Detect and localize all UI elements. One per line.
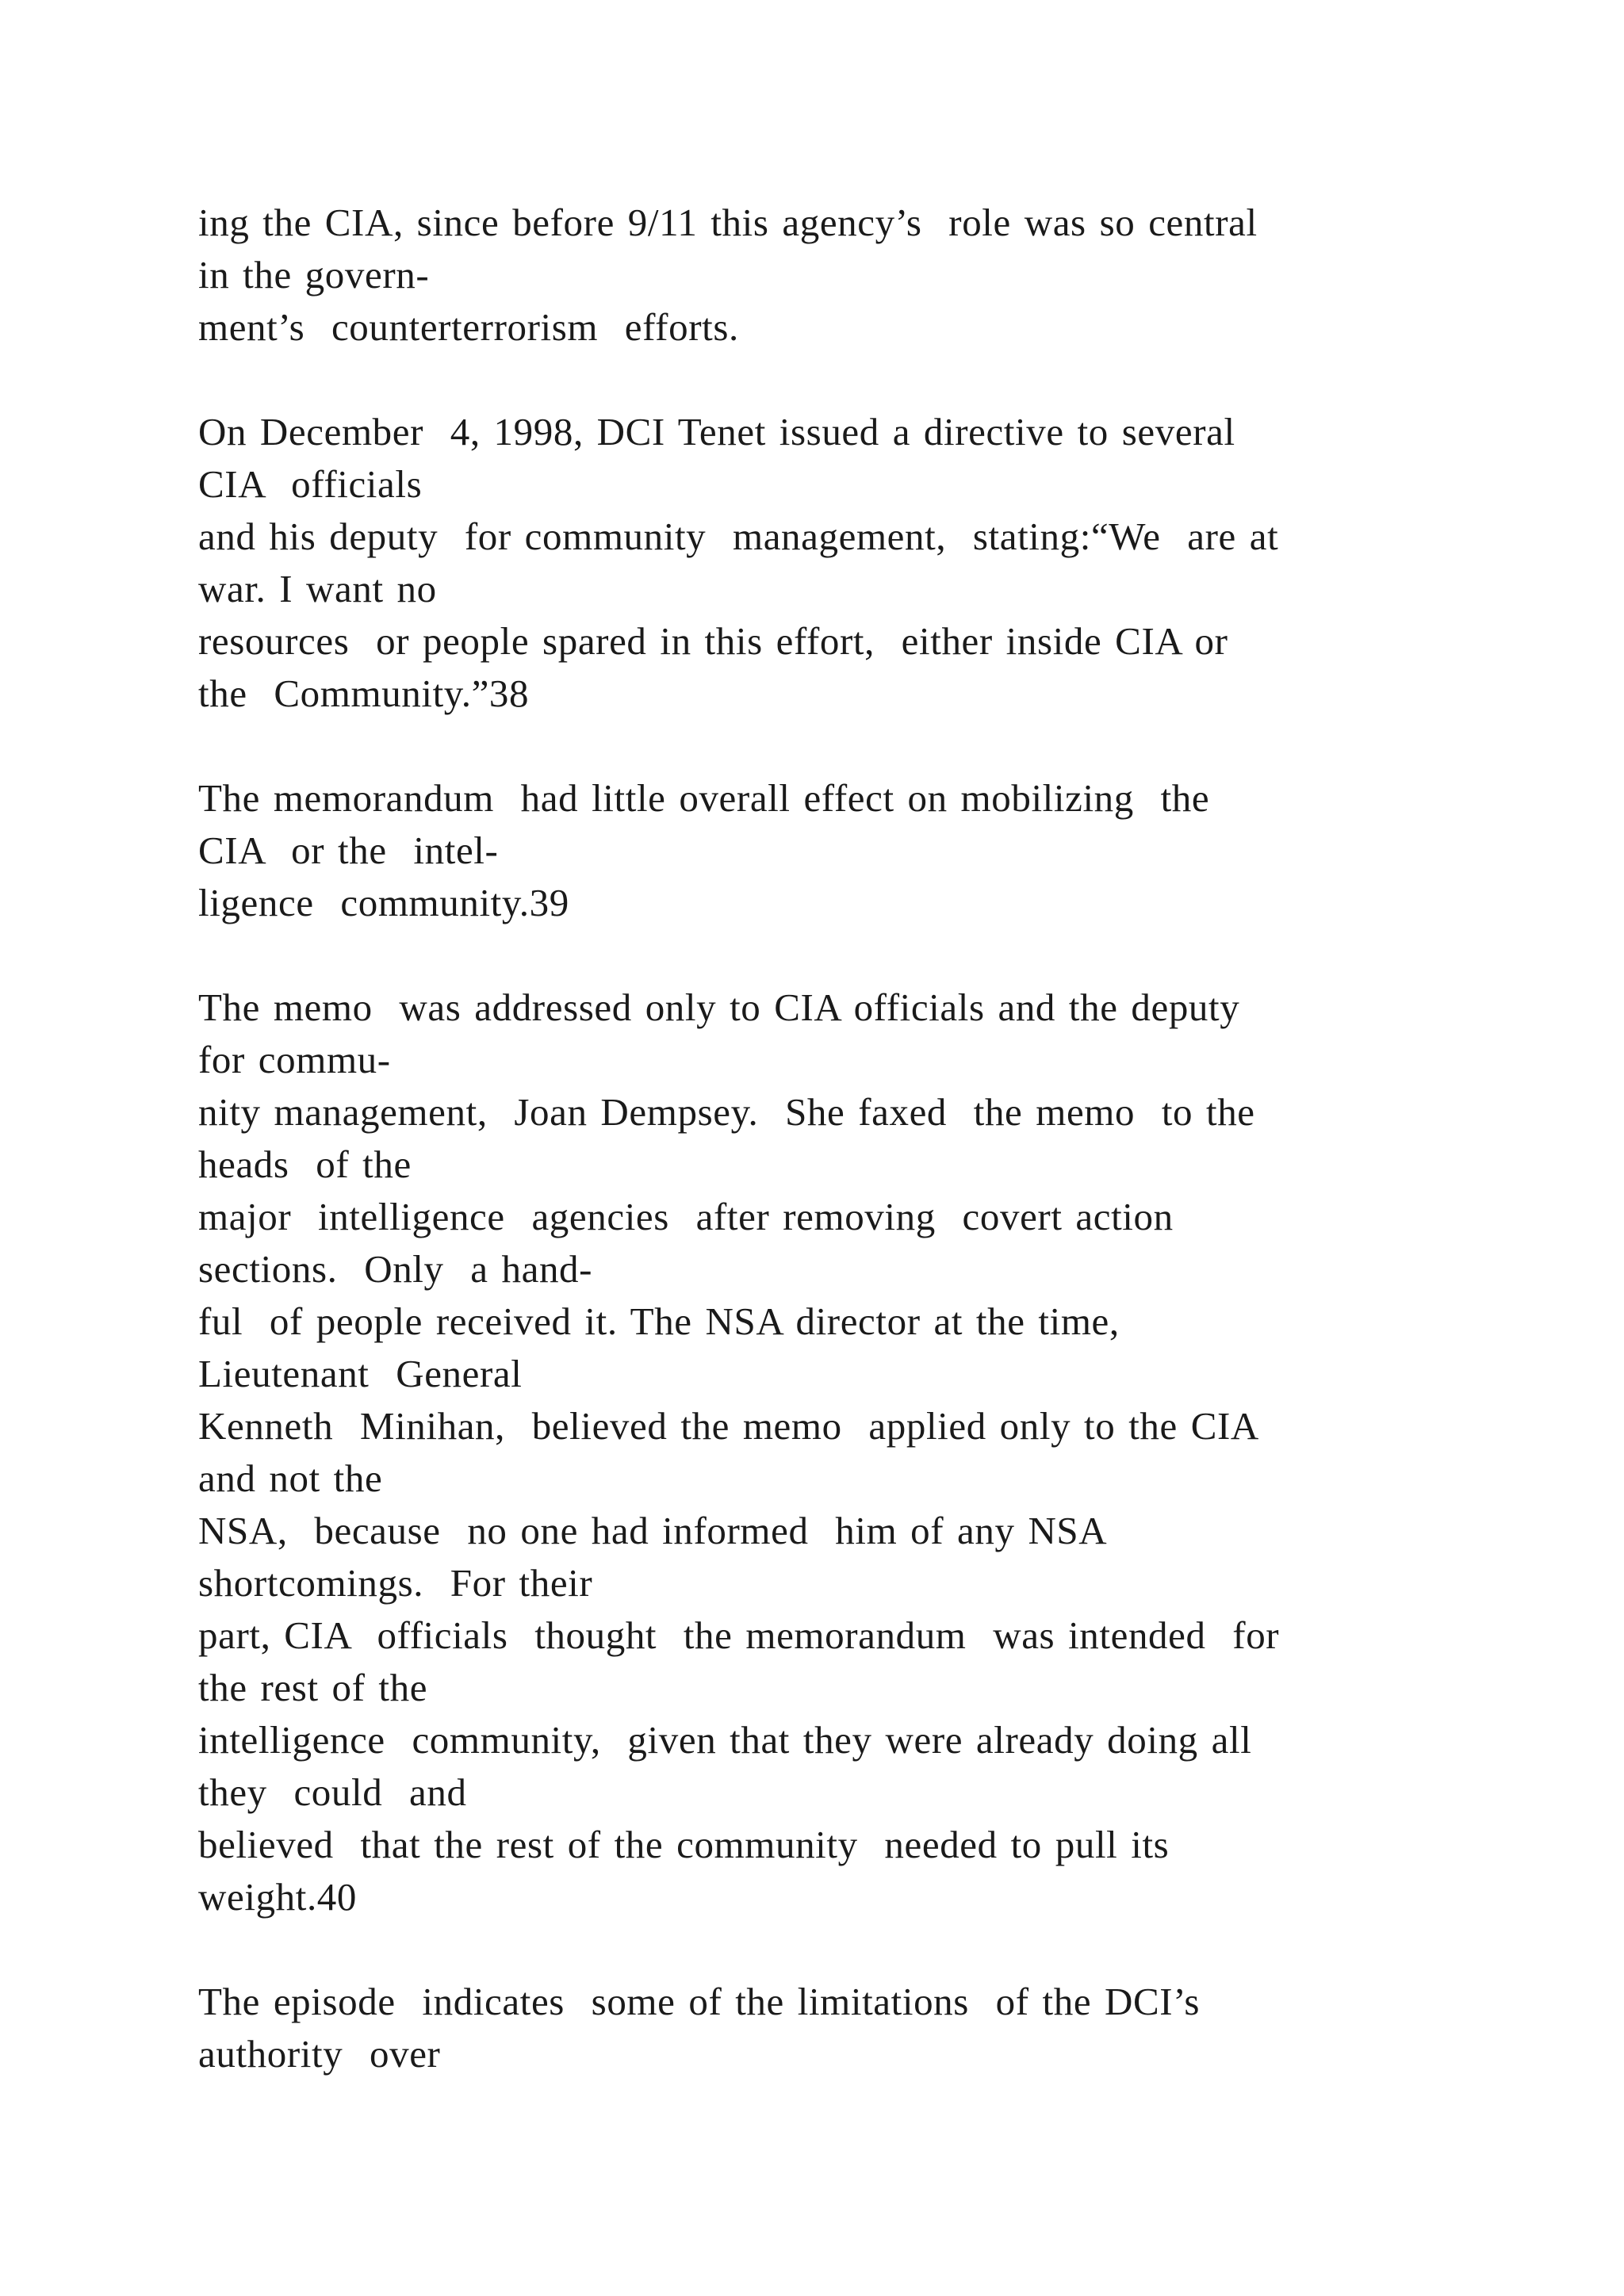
text-line: the Community.”38 bbox=[198, 672, 530, 715]
text-line: in the govern- bbox=[198, 253, 430, 297]
text-line: On December 4, 1998, DCI Tenet issued a directive to several bbox=[198, 410, 1235, 453]
paragraph-4 bbox=[198, 982, 1546, 1923]
text-line: The memo was addressed only to CIA officials and the deputy bbox=[198, 985, 1240, 1029]
text-line: weight.40 bbox=[198, 1875, 358, 1919]
text-line: and his deputy for community management, stating:“We are at bbox=[198, 515, 1279, 558]
text-line: NSA, because no one had informed him of any NSA bbox=[198, 1509, 1108, 1552]
text-line: ful of people received it. The NSA director at the time, bbox=[198, 1299, 1120, 1343]
text-line: The memorandum had little overall effect on mobilizing the bbox=[198, 776, 1210, 820]
text-line: they could and bbox=[198, 1770, 467, 1814]
text-line: for commu- bbox=[198, 1038, 391, 1081]
text-line: believed that the rest of the community needed to pull its bbox=[198, 1823, 1170, 1866]
text-line: major intelligence agencies after removing covert action bbox=[198, 1195, 1174, 1238]
text-line: shortcomings. For their bbox=[198, 1561, 593, 1605]
text-line: CIA officials bbox=[198, 462, 423, 506]
text-line: war. I want no bbox=[198, 567, 437, 610]
text-line: CIA or the intel- bbox=[198, 828, 499, 872]
paragraph-5 bbox=[198, 1976, 1546, 2080]
text-line: Lieutenant General bbox=[198, 1352, 523, 1395]
text-line: intelligence community, given that they were already doing all bbox=[198, 1718, 1252, 1762]
text-line: resources or people spared in this effort, either inside CIA or bbox=[198, 619, 1228, 663]
text-line: and not the bbox=[198, 1456, 383, 1500]
paragraph-3 bbox=[198, 772, 1546, 929]
text-line: nity management, Joan Dempsey. She faxed the memo to the bbox=[198, 1090, 1255, 1134]
text-line: ing the CIA, since before 9/11 this agency’s role was so central bbox=[198, 201, 1258, 244]
text-line: ment’s counterterrorism efforts. bbox=[198, 305, 739, 349]
text-line: Kenneth Minihan, believed the memo applied only to the CIA bbox=[198, 1404, 1259, 1448]
text-line: heads of the bbox=[198, 1142, 412, 1186]
text-line: authority over bbox=[198, 2032, 441, 2076]
text-line: ligence community.39 bbox=[198, 881, 569, 924]
text-line: sections. Only a hand- bbox=[198, 1247, 593, 1291]
text-line: The episode indicates some of the limitations of the DCI’s bbox=[198, 1980, 1201, 2023]
paragraph-1 bbox=[198, 197, 1546, 354]
paragraph-2 bbox=[198, 406, 1546, 720]
text-line: the rest of the bbox=[198, 1666, 428, 1709]
body-text bbox=[198, 197, 1546, 2133]
text-line: part, CIA officials thought the memorandum was intended for bbox=[198, 1613, 1280, 1657]
